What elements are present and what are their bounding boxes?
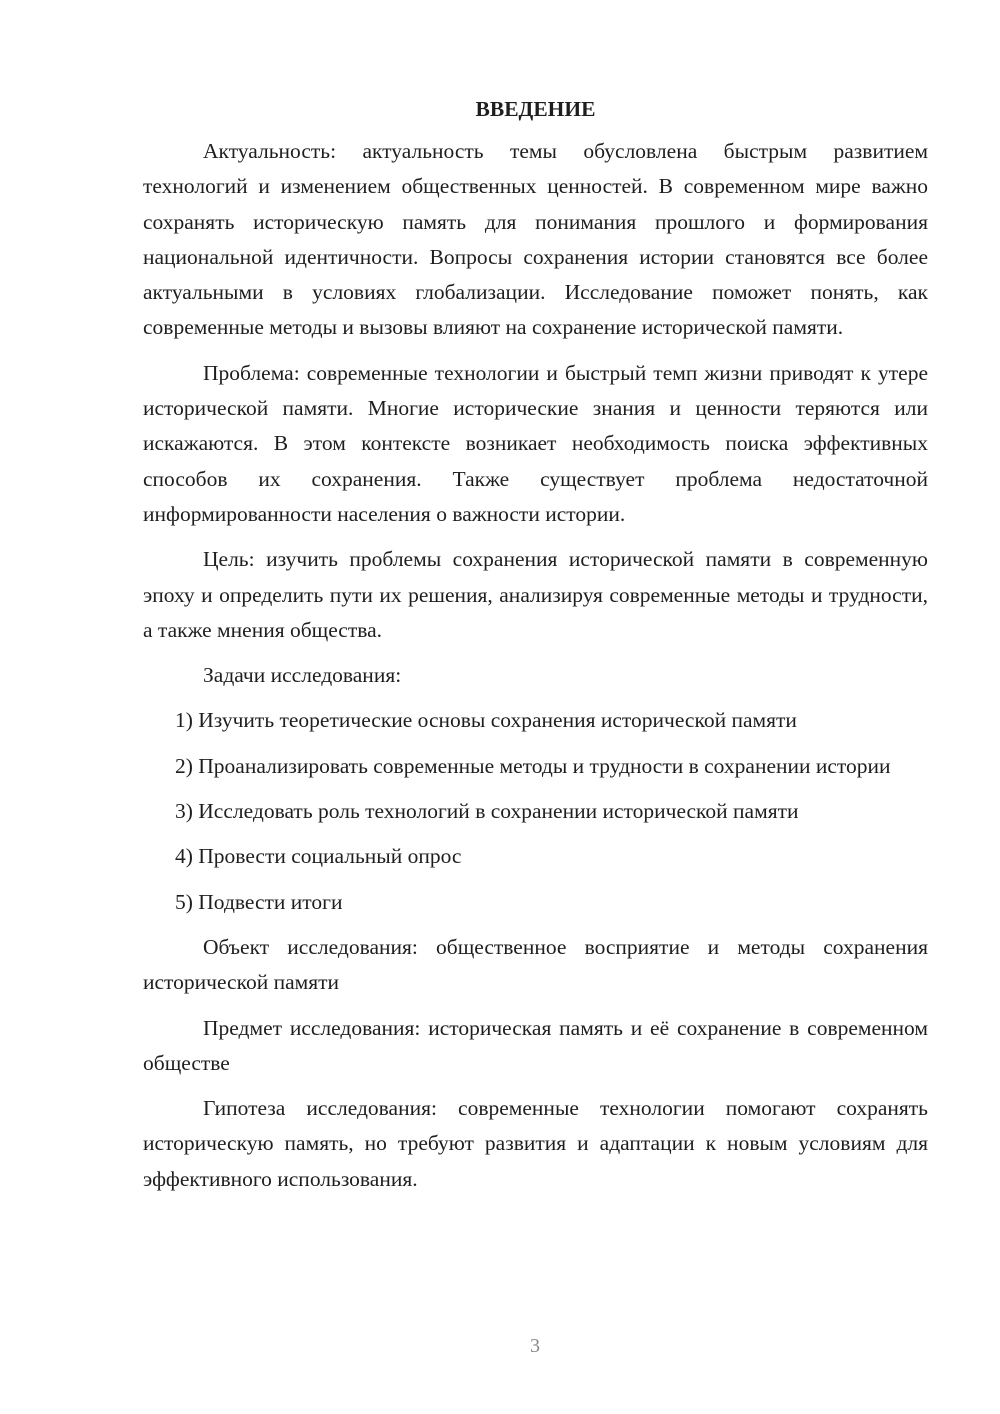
tasks-heading: Задачи исследования: bbox=[203, 663, 402, 688]
subject-paragraph: Предмет исследования: историческая память и её сохранение в современном обществе bbox=[143, 1015, 928, 1075]
document-page bbox=[143, 92, 928, 1207]
section-title: ВВЕДЕНИЕ bbox=[475, 97, 596, 121]
relevance-paragraph: Актуальность: актуальность темы обусловлена быстрым развитием технологий и изменением общественных ценностей. В современном мире важно сохранять историческую память для понимания прошлого и формирования национальной идентичности. Вопросы сохранения истории становятся все более актуальными в условиях глобализации. Исследование поможет понять, как современные методы и вызовы влияют на сохранение исторической памяти. bbox=[143, 139, 928, 340]
task-item: 1) Изучить теоретические основы сохранения исторической памяти bbox=[175, 708, 797, 733]
hypothesis-paragraph: Гипотеза исследования: современные технологии помогают сохранять историческую память, но требуют развития и адаптации к новым условиям для эффективного использования. bbox=[143, 1096, 928, 1191]
page-number: 3 bbox=[530, 1335, 540, 1357]
task-item: 3) Исследовать роль технологий в сохранении исторической памяти bbox=[175, 799, 799, 824]
problem-paragraph: Проблема: современные технологии и быстрый темп жизни приводят к утере исторической памяти. Многие исторические знания и ценности теряются или искажаются. В этом контексте возникает необходимость поиска эффективных способов их сохранения. Также существует проблема недостаточной информированности населения о важности истории. bbox=[143, 360, 928, 526]
object-paragraph: Объект исследования: общественное восприятие и методы сохранения исторической памяти bbox=[143, 934, 928, 995]
task-item: 4) Провести социальный опрос bbox=[175, 844, 462, 869]
task-item: 5) Подвести итоги bbox=[175, 889, 343, 914]
goal-paragraph: Цель: изучить проблемы сохранения исторической памяти в современную эпоху и определить пути их решения, анализируя современные методы и трудности, а также мнения общества. bbox=[143, 547, 928, 642]
task-item: 2) Проанализировать современные методы и трудности в сохранении истории bbox=[175, 753, 891, 778]
